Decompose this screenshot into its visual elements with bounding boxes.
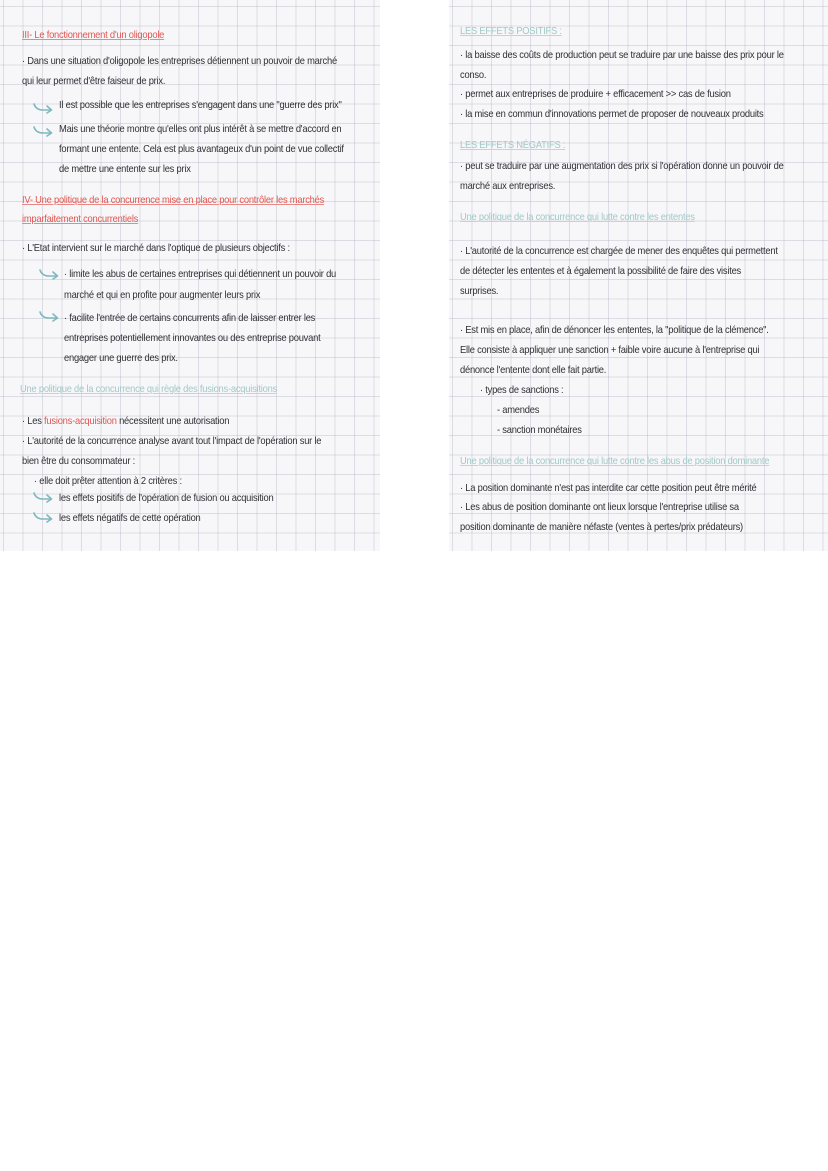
- paragraph-line: · elle doit prêter attention à 2 critères :: [34, 476, 182, 487]
- paragraph-line: les effets négatifs de cette opération: [59, 513, 201, 524]
- curved-arrow-icon: [38, 268, 60, 280]
- paragraph-line: engager une guerre des prix.: [64, 353, 178, 364]
- paragraph-line: · Est mis en place, afin de dénoncer les ententes, la "politique de la clémence".: [460, 325, 769, 336]
- paragraph-line: · la baisse des coûts de production peut se traduire par une baisse des prix pour le: [460, 50, 784, 61]
- paragraph-line: · Dans une situation d'oligopole les entreprises détiennent un pouvoir de marché: [22, 56, 337, 67]
- section-heading-oligopole: III- Le fonctionnement d'un oligopole: [22, 30, 165, 41]
- paragraph-line: qui leur permet d'être faiseur de prix.: [22, 76, 166, 87]
- subheading-abus-position: Une politique de la concurrence qui lutte contre les abus de position dominante: [460, 456, 770, 467]
- text-span: · Les: [22, 416, 45, 427]
- paragraph-line: Il est possible que les entreprises s'engagent dans une "guerre des prix": [59, 100, 342, 111]
- paragraph-line: conso.: [460, 70, 487, 81]
- paragraph-line: · La position dominante n'est pas interdite car cette position peut être mérité: [460, 483, 757, 494]
- paragraph-line: · facilite l'entrée de certains concurrents afin de laisser entrer les: [64, 313, 316, 324]
- paragraph-line: Mais une théorie montre qu'elles ont plus intérêt à se mettre d'accord en: [59, 124, 342, 135]
- curved-arrow-icon: [32, 491, 54, 503]
- paragraph-line: · la mise en commun d'innovations permet de proposer de nouveaux produits: [460, 109, 764, 120]
- curved-arrow-icon: [32, 511, 54, 523]
- paragraph-line: surprises.: [460, 286, 499, 297]
- subheading-fusions: Une politique de la concurrence qui règle des fusions-acquisitions: [20, 384, 278, 395]
- paragraph-line: marché et qui en profite pour augmenter leurs prix: [64, 290, 261, 301]
- paragraph-line: marché aux entreprises.: [460, 181, 556, 192]
- curved-arrow-icon: [32, 125, 54, 137]
- paragraph-line: · types de sanctions :: [480, 385, 564, 396]
- paragraph-line: de détecter les ententes et à également la possibilité de faire des visites: [460, 266, 741, 277]
- paragraph-line: · Les abus de position dominante ont lieux lorsque l'entreprise utilise sa: [460, 502, 739, 513]
- section-heading-politique-cont: imparfaitement concurrentiels: [22, 214, 139, 225]
- paragraph-line: entreprises potentiellement innovantes ou des entreprise pouvant: [64, 333, 321, 344]
- paragraph-line: - sanction monétaires: [497, 425, 582, 436]
- paragraph-line: - amendes: [497, 405, 540, 416]
- paragraph-line: position dominante de manière néfaste (ventes à pertes/prix prédateurs): [460, 522, 743, 533]
- paragraph-line: [22, 416, 229, 427]
- paragraph-line: · peut se traduire par une augmentation des prix si l'opération donne un pouvoir de: [460, 161, 784, 172]
- paragraph-line: · L'autorité de la concurrence est chargée de mener des enquêtes qui permettent: [460, 246, 778, 257]
- text-span: nécessitent une autorisation: [116, 416, 230, 427]
- curved-arrow-icon: [38, 310, 60, 322]
- subheading-ententes: Une politique de la concurrence qui lutte contre les ententes: [460, 212, 695, 223]
- paragraph-line: · permet aux entreprises de produire + efficacement >> cas de fusion: [460, 89, 731, 100]
- paragraph-line: dénonce l'entente dont elle fait partie.: [460, 365, 607, 376]
- paragraph-line: · L'autorité de la concurrence analyse avant tout l'impact de l'opération sur le: [22, 436, 322, 447]
- subheading-effets-negatifs: LES EFFETS NÉGATIFS :: [460, 140, 566, 151]
- curved-arrow-icon: [32, 102, 54, 114]
- paragraph-line: bien être du consommateur :: [22, 456, 135, 467]
- paragraph-line: · limite les abus de certaines entreprises qui détiennent un pouvoir du: [64, 269, 337, 280]
- paragraph-line: les effets positifs de l'opération de fusion ou acquisition: [59, 493, 274, 504]
- notes-page-right: [449, 0, 828, 551]
- subheading-effets-positifs: LES EFFETS POSITIFS :: [460, 26, 562, 37]
- paragraph-line: formant une entente. Cela est plus avantageux d'un point de vue collectif: [59, 144, 344, 155]
- notes-page-left: [0, 0, 380, 551]
- highlight-term: fusions-acquisition: [44, 416, 117, 427]
- paragraph-line: · L'Etat intervient sur le marché dans l'optique de plusieurs objectifs :: [22, 243, 290, 254]
- paragraph-line: de mettre une entente sur les prix: [59, 164, 191, 175]
- section-heading-politique: IV- Une politique de la concurrence mise en place pour contrôler les marchés: [22, 195, 325, 206]
- paragraph-line: Elle consiste à appliquer une sanction + faible voire aucune à l'entreprise qui: [460, 345, 760, 356]
